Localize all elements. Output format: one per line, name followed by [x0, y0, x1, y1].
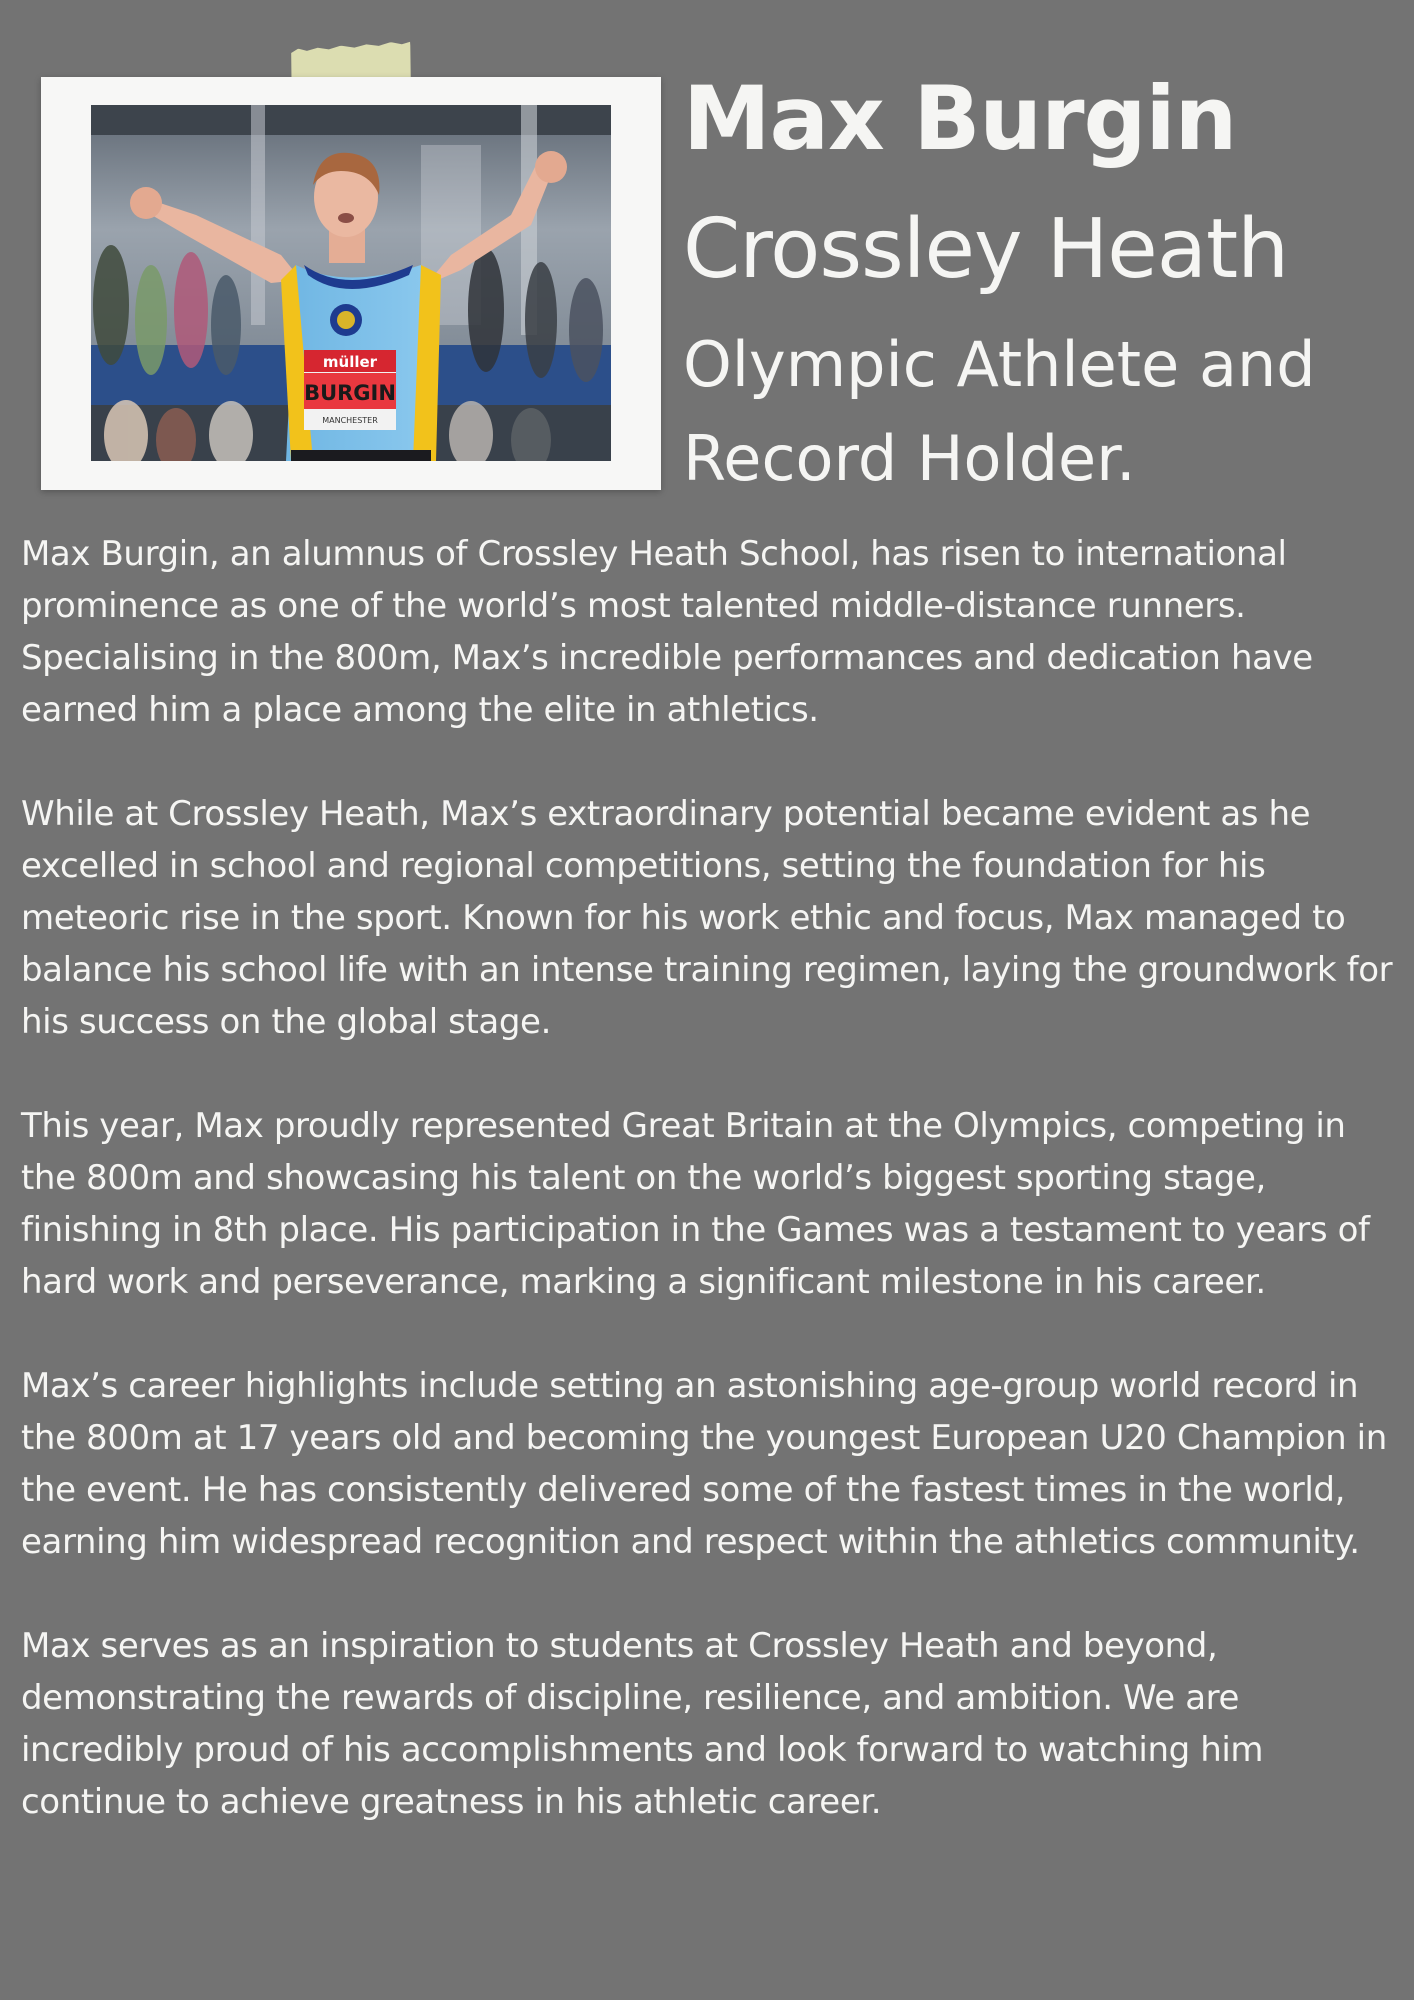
paragraph-olympics: This year, Max proudly represented Great Britain at the Olympics, competing in the 800m and showcasing his talent on the world’s biggest sporting stage, finishing in 8th place. His participation in the Games was a testament to years of hard work and perseverance, marking a significant milestone in his career. — [21, 1106, 1370, 1302]
athlete-photo — [91, 105, 611, 461]
photo-frame — [41, 77, 661, 490]
bib-city: MANCHESTER — [322, 416, 378, 425]
paragraph-school: While at Crossley Heath, Max’s extraordinary potential became evident as he excelled in school and regional competitions, setting the foundation for his meteoric rise in the sport. Known for his work ethic and focus, Max managed to balance his school life with an intense training regimen, laying the groundwork for his success on the global stage. — [21, 794, 1393, 1042]
tagline: Olympic Athlete and Record Holder. — [683, 328, 1316, 495]
page-title: Max Burgin — [683, 67, 1237, 170]
paragraph-highlights: Max’s career highlights include setting an astonishing age-group world record in the 800m at 17 years old and becoming the youngest European U20 Champion in the event. He has consistently delivered some of the fastest times in the world, earning him widespread recognition and respect within the athletics community. — [21, 1366, 1387, 1562]
paragraph-inspiration: Max serves as an inspiration to students at Crossley Heath and beyond, demonstrating the rewards of discipline, resilience, and ambition. We are incredibly proud of his accomplishments and look forward to watching him continue to achieve greatness in his athletic career. — [21, 1626, 1264, 1822]
article-body — [21, 528, 1399, 1880]
bib-name: BURGIN — [304, 381, 396, 405]
bib-sponsor: müller — [322, 353, 378, 371]
paragraph-intro: Max Burgin, an alumnus of Crossley Heath School, has risen to international prominence as one of the world’s most talented middle-distance runners. Specialising in the 800m, Max’s incredible performances and dedication have earned him a place among the elite in athletics. — [21, 534, 1313, 730]
school-name: Crossley Heath — [683, 202, 1289, 297]
